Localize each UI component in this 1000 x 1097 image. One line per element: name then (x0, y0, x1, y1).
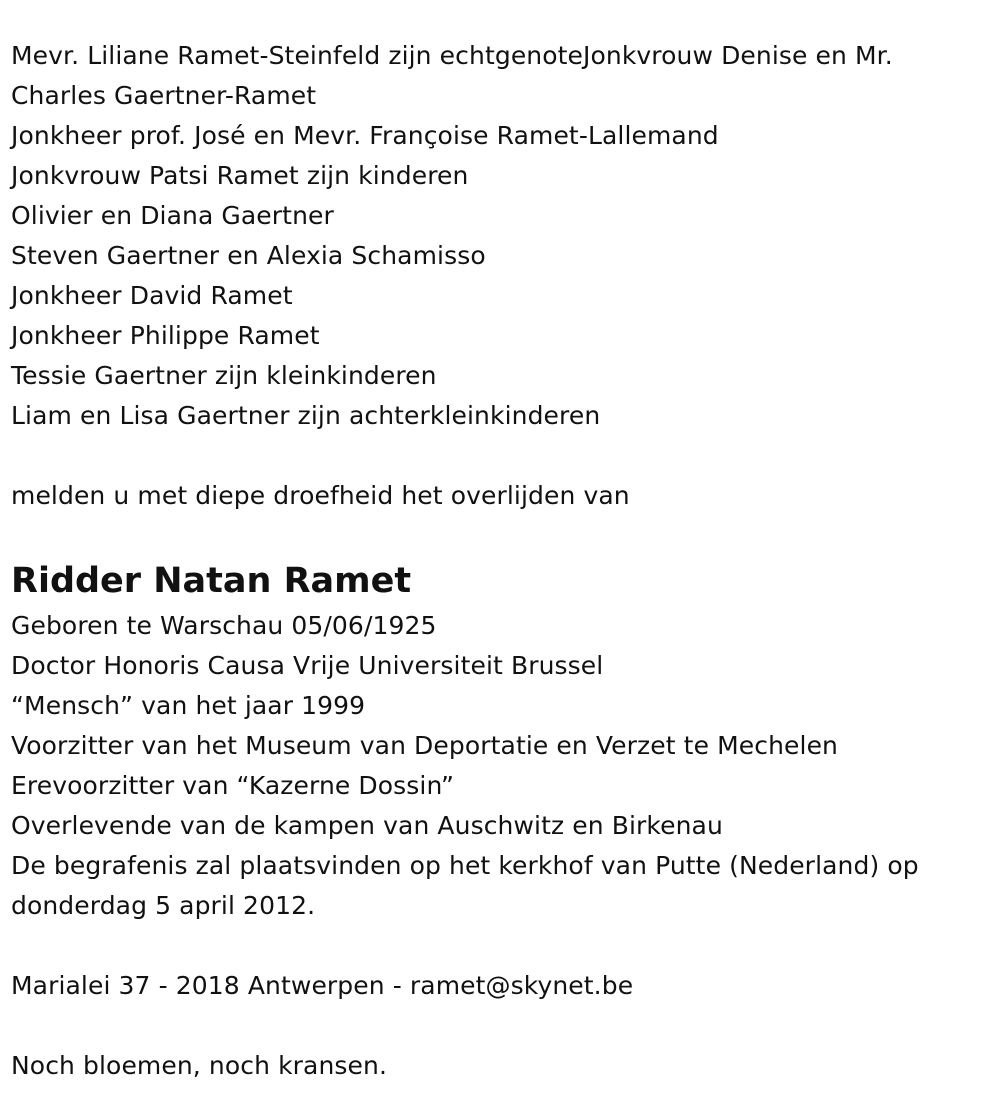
family-line: Liam en Lisa Gaertner zijn achterkleinkinderen (11, 401, 601, 430)
detail-line: De begrafenis zal plaatsvinden op het kerkhof van Putte (Nederland) op (11, 851, 919, 880)
spacer (11, 436, 1000, 476)
detail-line: “Mensch” van het jaar 1999 (11, 691, 366, 720)
detail-line: donderdag 5 april 2012. (11, 891, 316, 920)
address-line: Marialei 37 - 2018 Antwerpen - ramet@skynet.be (11, 971, 634, 1000)
family-line: Jonkheer Philippe Ramet (11, 321, 320, 350)
family-line: Jonkvrouw Patsi Ramet zijn kinderen (11, 161, 469, 190)
detail-line: Erevoorzitter van “Kazerne Dossin” (11, 771, 455, 800)
family-line: Mevr. Liliane Ramet-Steinfeld zijn echtgenoteJonkvrouw Denise en Mr. (11, 41, 893, 70)
detail-line: Overlevende van de kampen van Auschwitz en Birkenau (11, 811, 723, 840)
detail-line: Doctor Honoris Causa Vrije Universiteit Brussel (11, 651, 604, 680)
spacer (11, 926, 1000, 966)
family-list (11, 36, 1000, 436)
family-line: Jonkheer prof. José en Mevr. Françoise Ramet-Lallemand (11, 121, 719, 150)
family-line: Tessie Gaertner zijn kleinkinderen (11, 361, 437, 390)
family-line: Olivier en Diana Gaertner (11, 201, 334, 230)
family-line: Steven Gaertner en Alexia Schamisso (11, 241, 486, 270)
deceased-name: Ridder Natan Ramet (11, 561, 412, 601)
closing-line: Noch bloemen, noch kransen. (11, 1051, 387, 1080)
spacer (11, 516, 1000, 556)
spacer (11, 1006, 1000, 1046)
detail-line: Voorzitter van het Museum van Deportatie en Verzet te Mechelen (11, 731, 839, 760)
details-list (11, 606, 1000, 926)
family-line: Charles Gaertner-Ramet (11, 81, 317, 110)
announcement-text: melden u met diepe droefheid het overlijden van (11, 481, 630, 510)
family-line: Jonkheer David Ramet (11, 281, 293, 310)
detail-line: Geboren te Warschau 05/06/1925 (11, 611, 437, 640)
